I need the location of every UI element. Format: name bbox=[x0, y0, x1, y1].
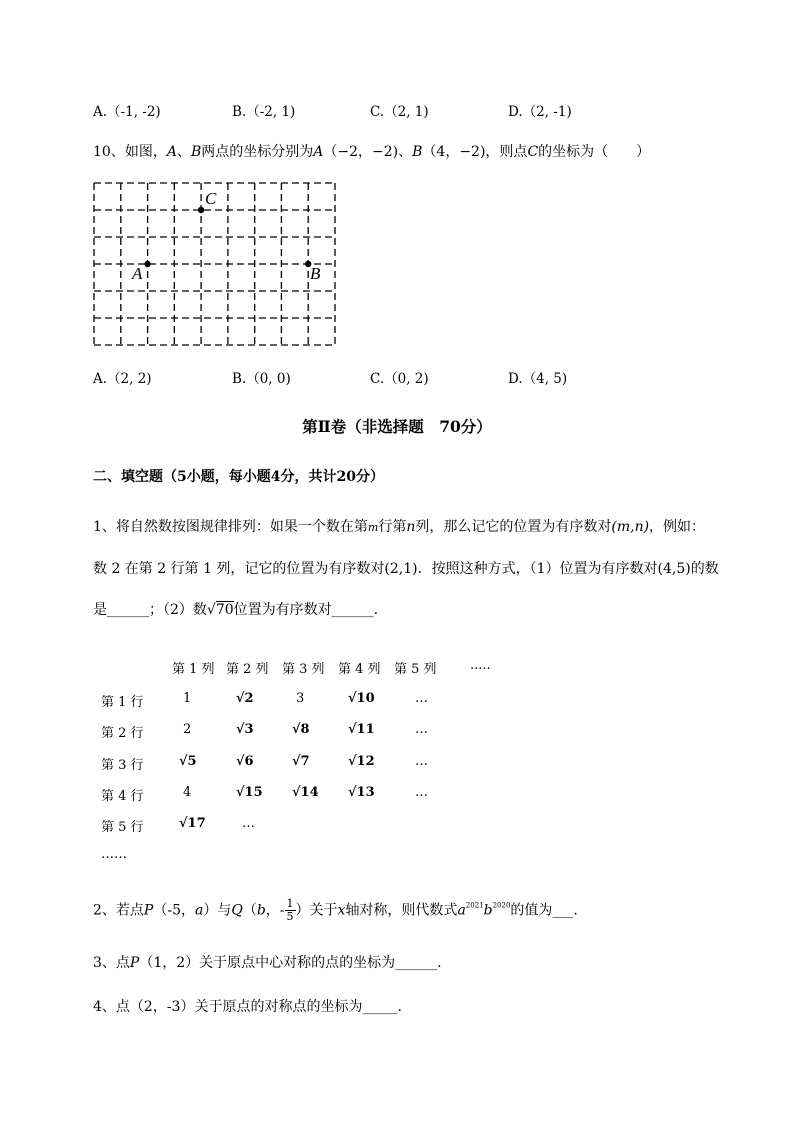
q1-line1: 1、将自然数按图规律排列：如果一个数在第m行第n列，那么记它的位置为有序数对(m,n)，例如： bbox=[93, 519, 706, 535]
q2-text: 2、若点P（-5，a）与Q（b，- $\frac{1}{5}$ ）关于x轴对称，则代数式$a^{2021}b^{2020}$的值为___. bbox=[93, 897, 578, 923]
q9-option-a: A.（-1, -2) bbox=[93, 104, 161, 120]
cell-r2c2: √3 bbox=[236, 722, 254, 737]
row-label-5: 第 5 行 bbox=[101, 820, 144, 835]
q4-text: 4、点（2，-3）关于原点的对称点的坐标为_____. bbox=[93, 999, 402, 1015]
section2-title: 二、填空题（5小题，每小题4分，共计20分） bbox=[93, 469, 384, 485]
point-a bbox=[144, 261, 150, 267]
cell-r4c4: √13 bbox=[348, 785, 375, 800]
col-header-2: 第 2 列 bbox=[226, 662, 269, 677]
col-header-more: ..... bbox=[470, 658, 491, 673]
cell-r3c4: √12 bbox=[348, 754, 375, 769]
q10-option-d: D.（4, 5) bbox=[508, 371, 568, 387]
row-label-4: 第 4 行 bbox=[101, 789, 144, 804]
cell-r5c2: … bbox=[242, 816, 255, 831]
cell-r4c5: … bbox=[415, 785, 428, 800]
row-label-2: 第 2 行 bbox=[101, 726, 144, 741]
table-footer-ellipsis: …… bbox=[101, 847, 127, 862]
col-header-4: 第 4 列 bbox=[338, 662, 381, 677]
q9-option-c: C.（2, 1) bbox=[370, 104, 429, 120]
row-label-3: 第 3 行 bbox=[101, 758, 144, 773]
part2-title: 第Ⅱ卷（非选择题 70分） bbox=[302, 417, 492, 436]
cell-r1c2: √2 bbox=[236, 691, 254, 706]
point-c bbox=[198, 207, 204, 213]
q10-option-b: B.（0, 0) bbox=[232, 371, 291, 387]
cell-r4c1: 4 bbox=[183, 785, 192, 800]
cell-r3c3: √7 bbox=[292, 754, 310, 769]
col-header-3: 第 3 列 bbox=[282, 662, 325, 677]
label-c: C bbox=[205, 189, 217, 208]
coordinate-grid-figure bbox=[88, 178, 344, 350]
fraction-one-fifth: $\frac{1}{5}$ bbox=[286, 897, 294, 923]
cell-r3c1: √5 bbox=[179, 754, 197, 769]
sqrt-70: √70 bbox=[206, 602, 234, 618]
q9-option-d: D.（2, -1) bbox=[508, 104, 572, 120]
cell-r5c1: √17 bbox=[179, 816, 206, 831]
q1-line2: 数 2 在第 2 行第 1 列，记它的位置为有序数对(2,1)．按照这种方式，（1）位置为有序数对(4,5)的数 bbox=[93, 561, 719, 577]
q10-option-c: C.（0, 2) bbox=[370, 371, 429, 387]
q9-option-b: B.（-2, 1) bbox=[232, 104, 296, 120]
col-header-5: 第 5 列 bbox=[394, 662, 437, 677]
cell-r2c3: √8 bbox=[292, 722, 310, 737]
cell-r1c4: √10 bbox=[348, 691, 375, 706]
q10-option-a: A.（2, 2) bbox=[93, 371, 152, 387]
cell-r2c4: √11 bbox=[348, 722, 375, 737]
cell-r4c2: √15 bbox=[236, 785, 263, 800]
cell-r1c5: … bbox=[415, 691, 428, 706]
cell-r3c5: … bbox=[415, 754, 428, 769]
cell-r4c3: √14 bbox=[292, 785, 319, 800]
col-header-1: 第 1 列 bbox=[172, 662, 215, 677]
q1-line3: 是______；（2）数√70位置为有序数对______. bbox=[93, 602, 379, 618]
label-a: A bbox=[132, 264, 143, 283]
cell-r3c2: √6 bbox=[236, 754, 254, 769]
label-b: B bbox=[310, 264, 321, 283]
cell-r1c1: 1 bbox=[183, 691, 192, 706]
cell-r1c3: 3 bbox=[296, 691, 305, 706]
row-label-1: 第 1 行 bbox=[101, 695, 144, 710]
cell-r2c5: … bbox=[415, 722, 428, 737]
q3-text: 3、点P（1，2）关于原点中心对称的点的坐标为______. bbox=[93, 955, 442, 971]
q10-stem: 10、如图，A、B两点的坐标分别为A（−2，−2)、B（4，−2)，则点C的坐标为（ ） bbox=[93, 144, 651, 160]
cell-r2c1: 2 bbox=[183, 722, 192, 737]
